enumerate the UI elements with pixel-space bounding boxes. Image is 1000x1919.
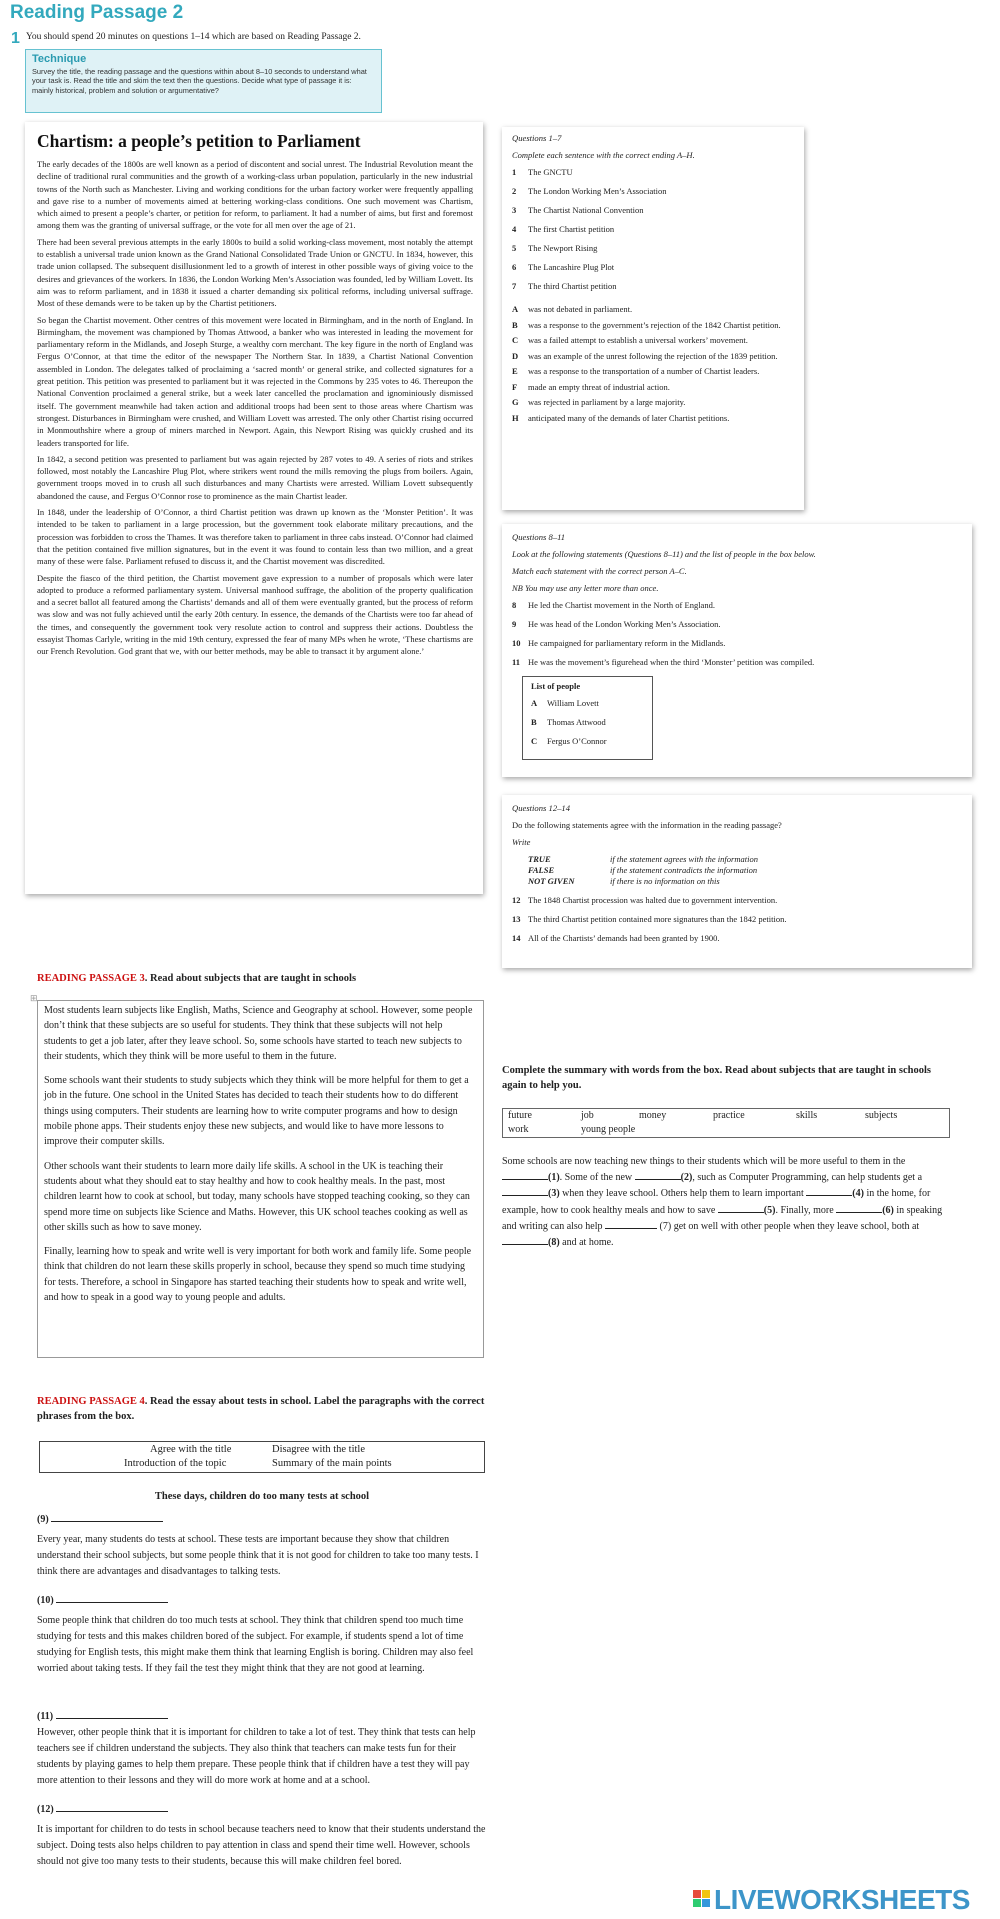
passage-3-heading-rest: . Read about subjects that are taught in schools (144, 973, 357, 984)
label-12-input[interactable] (56, 1801, 168, 1812)
technique-box (25, 49, 382, 113)
question-item (512, 933, 962, 944)
questions-12-14-write: Write (512, 837, 531, 847)
blank-4-input[interactable] (806, 1185, 852, 1196)
question-text: The London Working Men’s Association (528, 186, 667, 196)
blank-6-input[interactable] (836, 1202, 882, 1213)
summary-fragment: in speaking and writing can also help (502, 1204, 943, 1232)
question-item (512, 186, 794, 197)
summary-fragment: and at home. (562, 1237, 614, 1249)
answer-option-meaning: if there is no information on this (610, 876, 720, 886)
blank-4-number: (4) (852, 1188, 864, 1200)
blank-3-input[interactable] (502, 1185, 548, 1196)
essay-paragraph-11 (37, 1708, 489, 1789)
label-10-input[interactable] (56, 1592, 168, 1603)
questions-12-14-heading: Questions 12–14 (512, 803, 571, 813)
ending-option (512, 320, 794, 331)
question-text: The GNCTU (528, 167, 573, 177)
ending-text: was not debated in parliament. (528, 304, 633, 314)
answer-option-key: TRUE (528, 854, 551, 864)
passage-2-card (25, 122, 483, 894)
page-title: Reading Passage 2 (10, 2, 184, 23)
phrase-item: Summary of the main points (272, 1458, 392, 1469)
summary-fragment: . Finally, more (775, 1204, 834, 1216)
essay-paragraph-text: It is important for children to do tests in school because teachers need to know that their students understand the subject. Doing tests also helps children to pay attention in class and spend their time well. However, schools should not give too many tests to their students, because this will make children feel bored. (37, 1824, 486, 1867)
answer-option-key: NOT GIVEN (528, 876, 575, 886)
ending-letter: F (512, 381, 518, 392)
person-letter: A (531, 698, 538, 708)
label-10-number: (10) (37, 1595, 54, 1606)
question-text: The Newport Rising (528, 243, 598, 253)
question-number: 7 (512, 281, 517, 291)
time-instruction: You should spend 20 minutes on questions 1–14 which are based on Reading Passage 2. (26, 32, 361, 42)
question-number: 11 (512, 657, 521, 667)
person-option (531, 717, 644, 728)
blank-7-input[interactable] (605, 1218, 657, 1229)
ending-option (512, 382, 794, 393)
answer-option-meaning: if the statement contradicts the information (610, 865, 758, 875)
answer-option-meaning: if the statement agrees with the information (610, 854, 758, 864)
liveworksheets-logo: LIVEWORKSHEETS (714, 1884, 970, 1915)
person-name: Fergus O’Connor (547, 736, 607, 746)
passage-3-heading (37, 973, 356, 984)
question-item (512, 638, 962, 649)
blank-3-number: (3) (548, 1188, 560, 1200)
ending-text: was a response to the government’s rejection of the 1842 Chartist petition. (528, 319, 781, 330)
answer-option (528, 854, 962, 865)
questions-12-14-card (502, 795, 972, 968)
phrase-item: Agree with the title (150, 1444, 232, 1455)
essay-paragraph-text: Every year, many students do tests at school. These tests are important because they show that children understand their school subjects, but some people think that it is not good for children to take too many tests. I think there are advantages and disadvantages to talking tests. (37, 1534, 479, 1577)
label-11-input[interactable] (56, 1708, 168, 1719)
passage-2-paragraph: Despite the fiasco of the third petition, the Chartist movement gave expression to a number of proposals which were later adopted to produce a reformed parliamentary system. Universal manhood suffrage, the abolition of the property qualification and a secret ballot all featured among the Chartists’ demands and all of them were eventually granted, but the process of reform was slow and was not fully achieved until the early 20th century. In essence, the demands of the Chartists were too far ahead of the times, and consequently the government took very resolute action to control and suppress their actions. Doubtless the essayist Thomas Carlyle, writing in the mid 19th century, expressed the fear of many MPs when he wrote, ‘These chartisms are our French Revolution. God grant that we, with our better methods, may be able to transact it by argument alone.’ (37, 572, 473, 657)
passage-3-paragraph: Some schools want their students to study subjects which they think will be more helpful for them to get a job in the future. One school in the United States has decided to teach their students how to do different things using computers. Their students are learning how to write computer programs and how to design mobile phone apps. Their students enjoy these new subjects, and would like to have more lessons to improve their computer skills. (44, 1075, 469, 1148)
ending-text: was rejected in parliament by a large majority. (528, 397, 686, 407)
technique-title: Technique (32, 53, 87, 65)
ending-text: made an empty threat of industrial action. (528, 381, 670, 392)
question-item (512, 224, 794, 235)
question-text: He was the movement’s figurehead when the third ‘Monster’ petition was compiled. (528, 657, 815, 667)
question-item (512, 600, 962, 611)
passage-3-label: READING PASSAGE 3 (37, 973, 145, 984)
questions-8-11-card (502, 524, 972, 777)
passage-3-paragraph: Other schools want their students to learn more daily life skills. A school in the UK is teaching their students about what they should eat to stay healthy and how to cook healthy meals. In the past, most children learnt how to cook at school, but today, many schools have stopped teaching cooking, so they can spend more time on subjects like Science and Maths. However, this UK school teaches cooking as well as other skills such as how to save money. (44, 1160, 470, 1233)
question-item (512, 657, 962, 668)
person-letter: B (531, 717, 537, 727)
word-box-item: job (581, 1110, 594, 1121)
questions-12-14-instruction: Do the following statements agree with the information in the reading passage? (512, 820, 782, 830)
passage-3-box (37, 1000, 484, 1358)
phrase-item: Introduction of the topic (124, 1458, 227, 1469)
summary-fragment: . Some of the new (559, 1172, 633, 1184)
word-box-item: skills (796, 1110, 818, 1121)
questions-1-7-instruction: Complete each sentence with the correct ending A–H. (512, 150, 695, 160)
essay-paragraph-text: However, other people think that it is important for children to take a lot of test. They think that tests can help teachers see if children understand the subjects. They also think that teachers can make tests fun for their students by playing games to help them prepare. These people think that if children have a test they will pay more attention to their lessons and they will do more work at home and at a school. (37, 1727, 476, 1786)
passage-2-paragraph: So began the Chartist movement. Other centres of this movement were located in Birmingham, and in the north of England. In Birmingham, the movement was championed by Thomas Attwood, a banker who was interested in leading the movement for parliamentary reform in the Midlands, and Joseph Sturge, a wealthy corn merchant. The key figure in the north of England was Fergus O’Connor, at that time the editor of the newspaper The Northern Star. In 1839, a Chartist National Convention assembled in London. The delegates talked of proclaiming a ‘sacred month’ or general strike, and collected signatures for a great petition. This petition was presented to parliament but it was rejected in the Commons by 235 votes to 46. Thereupon the National Convention proclaimed a general strike, but a week later cancelled the proclamation and ignominiously dismissed itself. The government meanwhile had taken action and additional troops had been sent to those areas where Chartism was strongest. Disturbances in Birmingham were crushed, and William Lovett was arrested. The only other Chartist rising occurred in Monmouthshire where a group of miners marched in Newport. Again, this Newport Rising was quickly crushed and its leaders transported for life. (37, 314, 473, 448)
summary-instruction: Complete the summary with words from the box. Read about subjects that are taught in schools again to help you. (502, 1065, 931, 1091)
question-text: He was head of the London Working Men’s Association. (528, 619, 721, 629)
ending-option (512, 351, 794, 362)
summary-fragment: , such as Computer Programming, can help students get a (692, 1172, 923, 1184)
passage-3-paragraph: Finally, learning how to speak and write well is very important for both work and family life. Some people think that children do not learn these skills properly in school, because they spend so much time studying for tests. Therefore, a school in Singapore has started teaching their students how to speak and write well, and how to speak in a good way to young people and adults. (44, 1246, 472, 1304)
questions-8-11-nb: NB You may use any letter more than once. (512, 583, 659, 593)
question-number: 13 (512, 914, 521, 924)
question-number: 6 (512, 262, 517, 272)
questions-1-7-heading: Questions 1–7 (512, 133, 562, 143)
passage-4-heading-rest: . Read the essay about tests in school. Label the paragraphs with the correct phrases from the box. (37, 1396, 485, 1422)
passage-2-title: Chartism: a people’s petition to Parliament (37, 131, 361, 151)
blank-2-number: (2) (680, 1172, 693, 1184)
question-text: He campaigned for parliamentary reform in the Midlands. (528, 638, 726, 648)
summary-fragment: Some schools are now teaching new things to their students which will be more useful to them in the (502, 1156, 906, 1167)
ending-text: was a failed attempt to establish a universal workers’ movement. (528, 335, 748, 345)
phrase-item: Disagree with the title (272, 1444, 366, 1455)
ending-letter: B (512, 319, 518, 330)
question-text: He led the Chartist movement in the North of England. (528, 600, 715, 610)
question-number: 10 (512, 638, 521, 648)
question-text: The first Chartist petition (528, 224, 615, 234)
step-number: 1 (11, 30, 20, 47)
answer-option (528, 876, 962, 887)
questions-8-11-match-instruction: Match each statement with the correct person A–C. (512, 566, 687, 576)
passage-2-paragraph: In 1848, under the leadership of O’Connor, a third Chartist petition was drawn up known as the ‘Monster Petition’. It was intended to be taken to parliament in a large procession, but the government took elaborate military precautions, and the procession was forbidden to cross the Thames. It was therefore taken to parliament in three cabs instead. O’Connor had claimed that the petition contained five million signatures, but in the event it was found to contain less than two million, and a great many of these were false. Parliament refused to discuss it, and the Chartist movement was discredited. (37, 507, 473, 567)
person-option (531, 736, 644, 747)
ending-option (512, 304, 794, 315)
summary-text (502, 1154, 952, 1250)
ending-text: anticipated many of the demands of later Chartist petitions. (528, 412, 730, 423)
ending-letter: C (512, 335, 519, 345)
blank-5-number: (5) (763, 1204, 776, 1216)
passage-4-heading (37, 1394, 487, 1424)
answer-option-key: FALSE (528, 865, 555, 875)
question-number: 3 (512, 205, 517, 215)
question-item (512, 281, 794, 292)
person-option (531, 698, 644, 709)
label-9-input[interactable] (51, 1511, 163, 1522)
ending-option (512, 397, 794, 408)
blank-1-number: (1) (548, 1172, 560, 1184)
ending-letter: H (512, 412, 519, 423)
technique-text: Survey the title, the reading passage and the questions within about 8–10 seconds to understand what your task is. Read the title and skim the text then the questions. Decide what type of passage it is: mainly historical, problem and solution or argumentative? (32, 67, 367, 95)
question-number: 1 (512, 167, 517, 177)
ending-text: was a response to the transportation of a number of Chartist leaders. (528, 366, 760, 376)
label-12-number: (12) (37, 1804, 54, 1815)
person-letter: C (531, 736, 538, 746)
passage-3-paragraph: Most students learn subjects like English, Maths, Science and Geography at school. However, some people don’t think that these subjects are so useful for students. They think that these subjects will not help students to get a job later, after they leave school. So, some schools have started to teach new subjects to their students, which they think will be more useful to them in the future. (44, 1005, 473, 1062)
ending-option (512, 413, 794, 424)
essay-paragraph-text: Some people think that children do too much tests at school. They think that children spend too much time studying for tests and this makes children bored of the subject. For example, if students spend a lot of time studying for English tests, this might make them think that learning English is boring. Children may also feel worried about taking tests. If they fail the test they might think that they are not good at learning. (37, 1615, 474, 1674)
question-item (512, 914, 962, 925)
passage-2-paragraph: In 1842, a second petition was presented to parliament but was again rejected by 287 votes to 49. A series of riots and strikes followed, most notably the Lancashire Plug Plot, where strikers went round the mills removing the plugs from boilers. Again, government troops moved in to crush all such disturbances and many Chartists were arrested. William Lovett subsequently abandoned the cause, and Fergus O’Connor rose to prominence as the main Chartist leader. (37, 453, 473, 501)
question-item (512, 167, 794, 178)
question-item (512, 243, 794, 254)
blank-8-input[interactable] (502, 1234, 548, 1245)
ending-option (512, 366, 794, 377)
word-box-item: young people (581, 1124, 636, 1135)
passage-2-paragraph: The early decades of the 1800s are well known as a period of discontent and social unrest. The Industrial Revolution meant the decline of traditional rural communities and the growth of a working-class urban population, particularly in the new industrial towns of the North such as Manchester. Living and working conditions for the urban factory worker were frequently appalling and gave rise to a number of movements aimed at bettering working-class conditions. One such movement was Chartism, which aimed to present a people’s charter, or petition for reform, to parliament. It had a number of aims, but first and foremost among them was the granting of universal suffrage, or the vote for all men over the age of 21. (37, 159, 473, 231)
blank-6-number: (6) (882, 1204, 894, 1216)
question-text: The third Chartist petition (528, 281, 617, 291)
ending-option (512, 335, 794, 346)
question-number: 2 (512, 186, 517, 196)
label-11-number: (11) (37, 1711, 54, 1722)
ending-letter: E (512, 366, 518, 376)
question-text: The 1848 Chartist procession was halted due to government intervention. (528, 895, 778, 905)
question-item (512, 262, 794, 273)
question-number: 8 (512, 600, 517, 610)
blank-1-input[interactable] (502, 1169, 548, 1180)
question-number: 4 (512, 224, 517, 234)
move-handle-icon: ⊞ (30, 993, 38, 1003)
word-box-item: future (508, 1110, 532, 1121)
word-box-item: practice (713, 1110, 745, 1121)
summary-fragment: when they leave school. Others help them to learn important (562, 1188, 804, 1200)
blank-8-number: (8) (548, 1237, 560, 1249)
question-item (512, 895, 962, 906)
label-9-number: (9) (37, 1514, 49, 1525)
question-number: 5 (512, 243, 517, 253)
phrase-box (39, 1441, 485, 1473)
person-name: William Lovett (547, 698, 599, 708)
blank-7-number: (7) (659, 1220, 672, 1232)
ending-letter: G (512, 397, 519, 407)
question-number: 9 (512, 619, 517, 629)
question-item (512, 205, 794, 216)
question-text: The third Chartist petition contained more signatures than the 1842 petition. (528, 914, 787, 924)
blank-5-input[interactable] (718, 1202, 764, 1213)
summary-fragment: in the home, for example, how to cook healthy meals and how to save (502, 1188, 931, 1216)
essay-title: These days, children do too many tests at school (154, 1491, 370, 1502)
word-box-item: subjects (865, 1110, 898, 1121)
people-list-title: List of people (531, 681, 581, 691)
word-box-item: money (639, 1110, 667, 1121)
essay-paragraph-9 (37, 1511, 489, 1580)
blank-2-input[interactable] (635, 1169, 681, 1180)
question-text: All of the Chartists’ demands had been granted by 1900. (528, 933, 720, 943)
essay-paragraph-10 (37, 1592, 489, 1677)
answer-option (528, 865, 962, 876)
passage-2-paragraph: There had been several previous attempts in the early 1800s to build a solid working-class movement, most notably the attempt to establish a universal trade union known as the Grand National Consolidated Trade Union or GNCTU. In 1834, however, this trade union collapsed. The subsequent disillusionment led to a growth of interest in other possible ways of giving voice to the desires and grievances of the workers. In 1836, the London Working Men’s Association was founded, led by William Lovett. Its aim was to reform parliament, and in 1838 it issued a charter demanding six political reforms, including universal suffrage. Most of these demands were to be taken up by the Chartist petitioners. (37, 236, 473, 309)
question-number: 12 (512, 895, 521, 905)
question-number: 14 (512, 933, 521, 943)
passage-4-label: READING PASSAGE 4 (37, 1396, 145, 1407)
summary-fragment: get on well with other people when they leave school, both at (673, 1220, 920, 1232)
ending-text: was an example of the unrest following the rejection of the 1839 petition. (528, 350, 778, 361)
question-text: The Chartist National Convention (528, 205, 644, 215)
people-list-box (522, 676, 653, 760)
word-box (502, 1108, 950, 1138)
question-text: The Lancashire Plug Plot (528, 262, 615, 272)
essay-paragraph-12 (37, 1801, 489, 1870)
word-box-item: work (508, 1124, 529, 1135)
question-item (512, 619, 962, 630)
ending-letter: A (512, 304, 519, 314)
questions-1-7-card (502, 127, 804, 510)
questions-8-11-heading: Questions 8–11 (512, 532, 566, 542)
person-name: Thomas Attwood (547, 717, 606, 727)
questions-8-11-instruction: Look at the following statements (Questions 8–11) and the list of people in the box below. (512, 549, 816, 559)
ending-letter: D (512, 350, 519, 361)
